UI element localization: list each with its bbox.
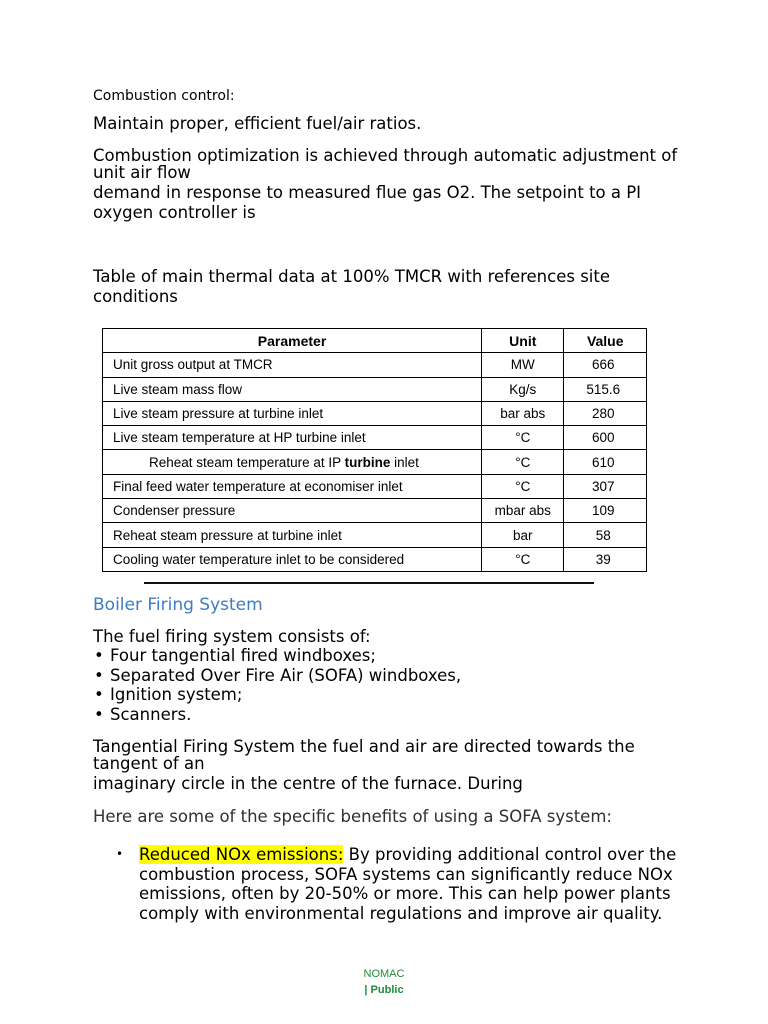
cell-value: 39 (564, 547, 647, 571)
cell-unit: °C (482, 474, 564, 498)
cell-unit: °C (482, 547, 564, 571)
cell-parameter: Unit gross output at TMCR (103, 353, 482, 377)
optimization-line: unit air flow (93, 163, 191, 182)
tangential-paragraph (93, 737, 635, 794)
section-label: Combustion control: (93, 88, 235, 104)
sofa-benefit-first-line: By providing additional control over the (343, 845, 677, 864)
table-row (103, 499, 647, 523)
footer-public: | Public (364, 984, 404, 996)
table-row (103, 450, 647, 474)
table-caption-line: conditions (93, 287, 178, 306)
table-row (103, 401, 647, 425)
cell-parameter: Condenser pressure (103, 499, 482, 523)
list-item: • Separated Over Fire Air (SOFA) windboxes, (93, 666, 461, 686)
list-item: • Four tangential fired windboxes; (93, 646, 461, 666)
sofa-benefit-line: comply with environmental regulations and improve air quality. (139, 903, 663, 923)
firing-list (93, 646, 461, 724)
cell-parameter (103, 450, 482, 474)
tangential-line: tangent of an (93, 754, 205, 773)
cell-parameter: Reheat steam pressure at turbine inlet (103, 523, 482, 547)
optimization-paragraph (93, 146, 677, 223)
table-row (103, 523, 647, 547)
cell-value: 58 (564, 523, 647, 547)
optimization-line: Combustion optimization is achieved through automatic adjustment of (93, 146, 678, 165)
table-row (103, 426, 647, 450)
highlighted-text: Reduced NOx emissions: (139, 845, 344, 864)
cell-value: 280 (564, 401, 647, 425)
cell-value: 307 (564, 474, 647, 498)
boiler-firing-heading: Boiler Firing System (93, 595, 263, 615)
list-item: • Ignition system; (93, 685, 461, 705)
tangential-line: imaginary circle in the centre of the furnace. During (93, 774, 523, 793)
cell-value: 600 (564, 426, 647, 450)
tangential-line: Tangential Firing System the fuel and air are directed towards the (93, 737, 635, 756)
table-bottom-rule (144, 582, 594, 584)
cell-unit: bar abs (482, 401, 564, 425)
sofa-benefit-line: combustion process, SOFA systems can significantly reduce NOx (139, 864, 673, 884)
cell-parameter: Live steam mass flow (103, 377, 482, 401)
cell-parameter-pre: Reheat steam temperature at IP (149, 454, 345, 470)
table-caption-line: Table of main thermal data at 100% TMCR with references site (93, 267, 610, 286)
thermal-table (102, 328, 647, 572)
table-row (103, 377, 647, 401)
fuel-air-text: Maintain proper, efficient fuel/air ratios. (93, 114, 422, 133)
thermal-data-table (102, 328, 647, 572)
cell-parameter-bold: turbine (344, 454, 391, 470)
sofa-intro: Here are some of the specific benefits of using a SOFA system: (93, 807, 612, 826)
footer-classification (0, 968, 768, 996)
sofa-benefit-line: emissions, often by 20-50% or more. This can help power plants (139, 884, 671, 904)
bullet-marker: • (116, 847, 124, 861)
cell-parameter: Live steam pressure at turbine inlet (103, 401, 482, 425)
header-unit: Unit (482, 329, 564, 353)
table-header-row (103, 329, 647, 353)
table-row (103, 353, 647, 377)
header-value: Value (564, 329, 647, 353)
cell-unit: Kg/s (482, 377, 564, 401)
table-row (103, 547, 647, 571)
cell-value: 610 (564, 450, 647, 474)
table-caption (93, 267, 610, 307)
cell-unit: °C (482, 450, 564, 474)
cell-unit: mbar abs (482, 499, 564, 523)
cell-unit: bar (482, 523, 564, 547)
table-row (103, 474, 647, 498)
cell-parameter: Final feed water temperature at economiser inlet (103, 474, 482, 498)
cell-value: 515.6 (564, 377, 647, 401)
sofa-benefit-text (139, 845, 676, 923)
cell-parameter: Live steam temperature at HP turbine inlet (103, 426, 482, 450)
cell-parameter: Cooling water temperature inlet to be considered (103, 547, 482, 571)
cell-parameter-post: inlet (390, 454, 419, 470)
header-parameter: Parameter (103, 329, 482, 353)
cell-value: 109 (564, 499, 647, 523)
cell-unit: °C (482, 426, 564, 450)
footer-company: NOMAC (363, 968, 405, 980)
firing-intro: The fuel firing system consists of: (93, 627, 371, 646)
cell-value: 666 (564, 353, 647, 377)
optimization-line: oxygen controller is (93, 203, 256, 222)
cell-unit: MW (482, 353, 564, 377)
list-item: • Scanners. (93, 705, 461, 725)
optimization-line: demand in response to measured flue gas O2. The setpoint to a PI (93, 183, 642, 202)
